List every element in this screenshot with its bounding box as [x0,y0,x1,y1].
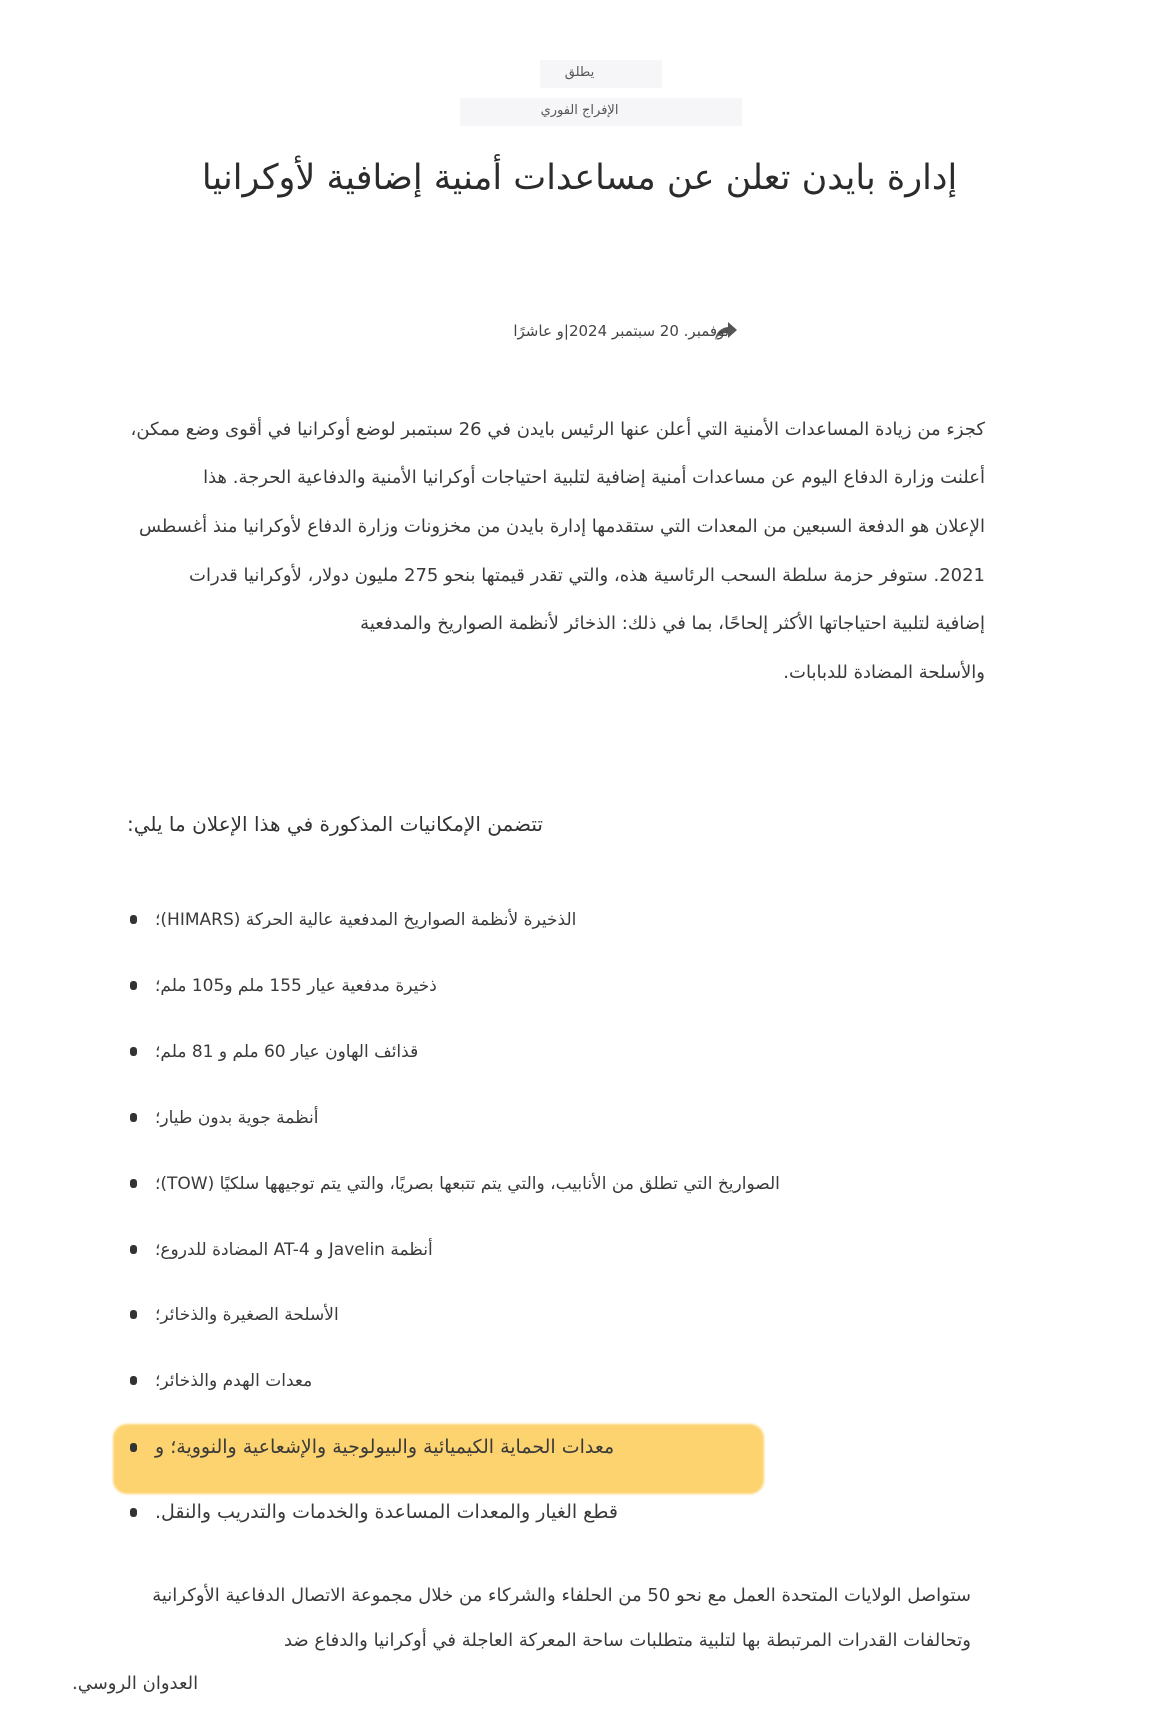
bullet-icon [130,1179,137,1188]
paragraph-line: ستواصل الولايات المتحدة العمل مع نحو 50 من الحلفاء والشركاء من خلال مجموعة الاتصال الدفاعية الأوكرانية [152,1585,971,1606]
bullet-icon [130,1245,137,1254]
list-item: الأسلحة الصغيرة والذخائر؛ [130,1304,339,1334]
bullet-icon [130,915,137,924]
bullet-icon [130,1047,137,1056]
list-item: أنظمة Javelin و AT-4 المضادة للدروع؛ [130,1239,433,1269]
bullet-icon [130,1376,137,1385]
bullet-icon [130,981,137,990]
bullet-icon [130,1310,137,1319]
list-item: أنظمة جوية بدون طيار؛ [130,1107,319,1137]
list-item: الذخيرة لأنظمة الصواريخ المدفعية عالية الحركة (HIMARS)؛ [130,909,576,939]
bullet-icon [130,1443,137,1452]
release-tag-top: يطلق [564,65,595,80]
release-tag-bottom: الإفراج الفوري [540,103,619,118]
paragraph-line: أعلنت وزارة الدفاع اليوم عن مساعدات أمنية إضافية لتلبية احتياجات أوكرانيا الأمنية والدفاعية الحرجة. هذا [203,467,985,488]
list-item: قطع الغيار والمعدات المساعدة والخدمات والتدريب والنقل. [130,1501,618,1531]
list-item: الصواريخ التي تطلق من الأنابيب، والتي يتم تتبعها بصريًا، والتي يتم توجيهها سلكيًا (TOW)؛ [130,1173,780,1203]
list-item: ذخيرة مدفعية عيار 155 ملم و105 ملم؛ [130,975,437,1005]
capabilities-heading: تتضمن الإمكانيات المذكورة في هذا الإعلان ما يلي: [126,812,543,836]
paragraph-line: إضافية لتلبية احتياجاتها الأكثر إلحاحًا، بما في ذلك: الذخائر لأنظمة الصواريخ والمدفعية [360,613,985,634]
paragraph-line: كجزء من زيادة المساعدات الأمنية التي أعلن عنها الرئيس بايدن في 26 سبتمبر لوضع أوكرانيا في أقوى وضع ممكن، [130,419,985,440]
paragraph-line: العدوان الروسي. [72,1673,199,1694]
paragraph-line: الإعلان هو الدفعة السبعين من المعدات التي ستقدمها إدارة بايدن من مخزونات وزارة الدفاع لأوكرانيا منذ أغسطس [138,516,985,537]
paragraph-line: وتحالفات القدرات المرتبطة بها لتلبية متطلبات ساحة المعركة العاجلة في أوكرانيا والدفاع ضد [283,1630,971,1651]
bullet-icon [130,1508,137,1517]
publish-date: نوفمبر. 20 سبتمبر 2024|و عاشرًا [513,322,729,340]
list-item-highlighted: معدات الحماية الكيميائية والبيولوجية والإشعاعية والنووية؛ و [130,1436,614,1466]
list-item: معدات الهدم والذخائر؛ [130,1370,312,1400]
paragraph-line: 2021. ستوفر حزمة سلطة السحب الرئاسية هذه، والتي تقدر قيمتها بنحو 275 مليون دولار، لأوكرانيا قدرات [189,565,985,586]
list-item: قذائف الهاون عيار 60 ملم و 81 ملم؛ [130,1041,418,1071]
page-title: إدارة بايدن تعلن عن مساعدات أمنية إضافية لأوكرانيا [201,158,958,198]
paragraph-line: والأسلحة المضادة للدبابات. [783,662,985,683]
bullet-icon [130,1113,137,1122]
